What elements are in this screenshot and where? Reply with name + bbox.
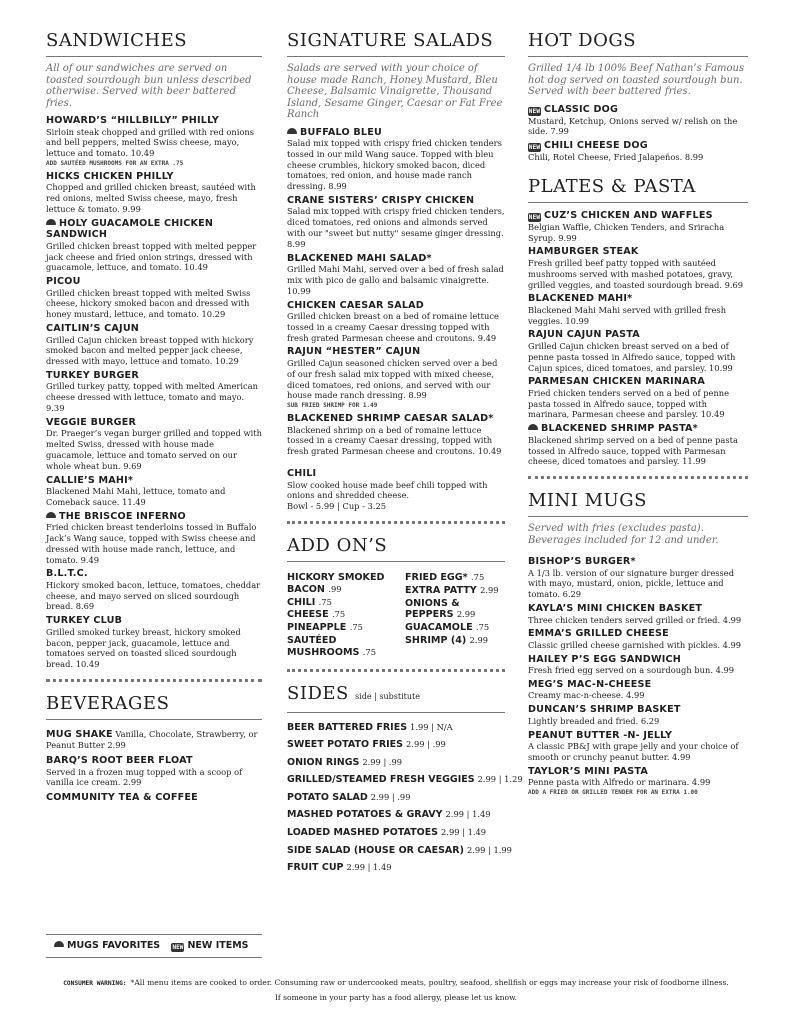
menu-item [287,195,505,250]
salads-heading: SIGNATURE SALADS [287,30,505,57]
salads-intro: Salads are served with your choice of house made Ranch, Honey Mustard, Bleu Cheese, Balsamic Vinaigrette, Thousand Island, Sesame Ginger, Caesar or Fat Free Ranch [287,63,503,120]
side-name: FRUIT CUP [287,862,344,874]
menu-item [46,792,262,804]
item-name-row [528,246,748,258]
item-description: Classic grilled cheese garnished with pickles. 4.99 [528,639,742,650]
item-name: DUNCAN’S SHRIMP BASKET [528,704,681,716]
legend-mugs-label: MUGS FAVORITES [67,940,161,951]
menu-item [46,475,262,508]
addon-price: .75 [318,596,332,607]
addon-name: CHILI [287,596,316,608]
item-name: CHILI CHEESE DOG [544,140,648,152]
mug-icon [54,941,64,947]
item-name: B.L.T.C. [46,568,88,580]
minimugs-heading: MINI MUGS [528,490,748,517]
side-item [287,824,505,842]
addon-item [405,598,505,622]
item-description: Grilled turkey patty, topped with melted American cheese dressed with lettuce, tomato and mayo. 9.39 [46,381,258,414]
menu-item [528,104,748,138]
item-name: BUFFALO BLEU [300,126,382,138]
menu-item [287,300,505,344]
addon-price: .99 [328,583,342,594]
menu-item [287,346,505,410]
item-name-row [46,323,262,335]
side-name: SIDE SALAD (HOUSE OR CAESAR) [287,844,464,856]
menu-item [46,115,262,168]
menu-item [46,276,262,320]
item-name-row [528,210,748,222]
item-description: Slow cooked house made beef chili topped with onions and shredded cheese. [287,479,488,501]
legend-new-label: NEW ITEMS [187,940,249,951]
new-badge-icon: NEW [172,944,184,951]
addon-name: ONIONS & PEPPERS [405,597,460,621]
item-name-row [287,253,505,265]
side-price: 2.99 | 1.49 [346,862,392,873]
item-name-row [528,603,748,615]
addon-item [287,635,399,659]
item-name-row [528,376,748,388]
item-description: A classic PB&J with grape jelly and your choice of smooth or crunchy peanut butter. 4.99 [528,741,739,762]
item-name-row [46,417,262,429]
addon-price: .75 [349,622,363,633]
consumer-warning [0,978,792,987]
item-description: Mustard, Ketchup, Onions served w/ relish on the side. 7.99 [528,115,738,137]
item-name-row [528,329,748,341]
sandwiches-intro: All of our sandwiches are served on toasted sourdough bun unless described otherwise. Served with beer battered fries. [46,63,252,109]
item-name: PICOU [46,276,81,288]
item-description: Grilled Mahi Mahi, served over a bed of fresh salad mix with pico de gallo and balsamic vinaigrette. 10.99 [287,264,504,296]
item-name-row [528,704,748,716]
item-name-row [528,654,748,666]
item-description: Grilled chicken breast topped with melted Swiss cheese, hickory smoked bacon and dressed with honey mustard, lettuce, and tomato. 10.29 [46,287,251,320]
menu-item [46,171,262,215]
column-right [528,30,748,800]
mug-icon [287,128,297,134]
plates-list [528,210,748,467]
sides-subtitle: side | substitute [355,691,420,701]
item-name: KAYLA’S MINI CHICKEN BASKET [528,603,703,615]
menu-item [528,766,748,797]
item-description: Dr. Praeger’s vegan burger grilled and topped with melted Swiss, dressed with house made guacamole, lettuce and tomato served on our whole wheat bun. 9.69 [46,428,262,471]
sides-heading: SIDES side | substitute [287,683,505,713]
side-price: 2.99 | .99 [370,791,411,802]
item-name: BLACKENED SHRIMP CAESAR SALAD* [287,413,494,425]
item-name-row [528,679,748,691]
item-name-row [528,730,748,742]
item-name: BLACKENED MAHI SALAD* [287,252,432,264]
item-name: BLACKENED SHRIMP PASTA* [541,423,698,435]
item-name-row [528,628,748,640]
side-price: 2.99 | .99 [362,756,403,767]
item-name-row [46,370,262,382]
addon-item [287,572,399,596]
item-description: Sirloin steak chopped and grilled with red onions and bell peppers, melted Swiss cheese, mayo, lettuce and tomato. 10.49 [46,126,254,159]
side-price: 2.99 | 1.29 [477,774,523,785]
addon-price: .75 [362,646,376,657]
side-name: LOADED MASHED POTATOES [287,827,439,839]
item-name: CHICKEN CAESAR SALAD [287,299,424,311]
mug-icon [46,219,56,225]
item-name: CHILI [287,468,317,480]
hotdogs-heading: HOT DOGS [528,30,748,57]
addon-name: SHRIMP (4) [405,634,467,646]
side-price: 2.99 | 1.49 [441,827,487,838]
item-description: Belgian Waffle, Chicken Tenders, and Sriracha Syrup. 9.99 [528,221,725,243]
item-note: ADD A FRIED OR GRILLED TENDER FOR AN EXTRA 1.00 [528,788,698,796]
menu-item [46,568,262,612]
side-item [287,806,505,824]
item-name-row [46,218,262,241]
side-item [287,771,523,789]
warning-text: *All menu items are cooked to order. Consuming raw or undercooked meats, poultry, seafood, shellfish or eggs may increase your risk of foodborne illness. [130,978,729,987]
mug-icon [46,512,56,518]
item-description: Chili, Rotel Cheese, Fried Jalapeños. 8.99 [528,152,704,163]
item-description: A 1/3 lb. version of our signature burger dressed with mayo, mustard, onion, pickle, lettuce and tomato. 6.29 [528,567,735,600]
item-name: HOLY GUACAMOLE CHICKEN SANDWICH [46,217,214,241]
item-name: VEGGIE BURGER [46,416,137,428]
column-middle [287,30,523,877]
menu-item [528,246,748,290]
item-name: PEANUT BUTTER -N- JELLY [528,729,673,741]
side-name: GRILLED/STEAMED FRESH VEGGIES [287,774,475,786]
side-item [287,842,512,860]
beverages-heading: BEVERAGES [46,693,262,720]
item-name-row [287,413,505,425]
menu-item [528,423,748,467]
addons-right-column [405,572,505,660]
item-name: CLASSIC DOG [544,103,619,115]
item-description: Grilled smoked turkey breast, hickory smoked bacon, pepper jack, guacamole, lettuce and tomatoes served on toasted sliced sourdough bread. 10.49 [46,626,241,670]
menu-item [46,511,262,566]
item-description: Served in a frozen mug topped with a scoop of vanilla ice cream. 2.99 [46,766,243,788]
item-name: HAMBURGER STEAK [528,246,639,258]
addon-name: GUACAMOLE [405,622,473,634]
column-left [46,30,262,808]
item-note: ADD SAUTÉED MUSHROOMS FOR AN EXTRA .75 [46,159,184,167]
addon-price: 2.99 [456,609,476,620]
side-item [287,789,505,807]
item-name-row [287,300,505,312]
addon-price: 2.99 [469,634,489,645]
item-name: TURKEY CLUB [46,615,123,627]
hotdog-list [528,104,748,163]
item-name-row [528,556,748,568]
item-name-row [46,615,262,627]
item-description: Chopped and grilled chicken breast, sautéed with red onions, melted Swiss cheese, mayo, fresh lettuce & tomato. 9.99 [46,182,256,214]
item-name: CRANE SISTERS’ CRISPY CHICKEN [287,194,475,206]
side-name: MASHED POTATOES & GRAVY [287,809,443,821]
item-name: RAJUN “HESTER” CAJUN [287,346,421,358]
side-item [287,719,505,737]
item-name: BARQ’S ROOT BEER FLOAT [46,755,193,767]
menu-item [46,755,262,788]
sandwiches-heading: SANDWICHES [46,30,262,57]
addon-item [405,572,505,584]
menu-item [46,729,262,751]
minimugs-list [528,556,748,797]
sandwich-list [46,115,262,670]
item-description: Blackened shrimp on a bed of romaine lettuce tossed in a creamy Caesar dressing, topped with fresh grated Parmesan cheese and croutons. 10.49 [287,424,502,457]
item-name: CAITLIN’S CAJUN [46,323,140,335]
item-description: Grilled Cajun chicken breast served on a bed of penne pasta tossed in Alfredo sauce, topped with Cajun spices, diced tomatoes, and parsley. 10.99 [528,340,736,373]
item-description: Grilled chicken breast topped with melted pepper jack cheese and fried onion strings, dressed with guacamole, lettuce, and tomato. 10.49 [46,240,257,273]
item-name: HOWARD’S “HILLBILLY” PHILLY [46,115,220,126]
addon-name: CHEESE [287,609,329,621]
item-name-row [46,511,262,523]
item-name-row [528,140,748,152]
item-name-row [287,127,505,139]
item-name: RAJUN CAJUN PASTA [528,329,640,341]
side-price: 1.99 | N/A [410,721,453,732]
addon-name: HICKORY SMOKED BACON [287,571,385,595]
item-name: TAYLOR’S MINI PASTA [528,765,649,777]
sides-list [287,719,523,877]
menu-item [528,293,748,326]
item-name: HICKS CHICKEN PHILLY [46,170,174,182]
addon-name: FRIED EGG* [405,571,468,583]
item-name-row [528,423,748,435]
addon-name: EXTRA PATTY [405,584,477,596]
item-description: Fried chicken tenders served on a bed of penne pasta tossed in Alfredo sauce, topped with marinara, Parmesan cheese and parsley. 10.49 [528,387,730,420]
item-note: SUB FRIED SHRIMP FOR 1.49 [287,402,378,410]
side-price: 2.99 | 1.49 [445,809,491,820]
chili-item [287,468,505,512]
item-description: Penne pasta with Alfredo or marinara. 4.99 [528,777,711,788]
menu-item [528,210,748,244]
side-item [287,736,505,754]
item-description: Vanilla, Chocolate, Strawberry, or Peanut Butter 2.99 [46,728,258,751]
item-description: Fresh fried egg served on a sourdough bun. 4.99 [528,665,735,676]
menu-item [46,218,262,273]
item-name: PARMESAN CHICKEN MARINARA [528,376,705,388]
menu-item [528,376,748,420]
item-description: Blackened shrimp served on a bed of penne pasta tossed in Alfredo sauce, topped with Parmesan cheese, diced tomatoes and parsley. 11.99 [528,434,738,467]
item-name-row [46,568,262,580]
item-description: Creamy mac-n-cheese. 4.99 [528,690,645,701]
addon-price: .75 [475,622,490,633]
item-name: HAILEY P’S EGG SANDWICH [528,653,681,665]
item-name: TURKEY BURGER [46,369,139,381]
item-name-row [528,293,748,305]
menu-item [528,654,748,676]
addon-item [287,622,399,634]
item-description: Salad mix topped with crispy fried chicken tenders, diced tomatoes, red onions and almonds served with our "sweet but nutty" sesame ginger dressing. 8.99 [287,206,505,249]
item-name-row [287,195,505,207]
item-name: MUG SHAKE [46,728,113,740]
side-item [287,754,505,772]
item-name: EMMA’S GRILLED CHEESE [528,628,669,640]
addon-item [405,622,505,634]
menu-item [528,679,748,701]
item-line [46,729,262,751]
item-name-row [528,104,748,116]
addon-name: SAUTÉED MUSHROOMS [287,634,360,658]
menu-item [528,603,748,625]
item-price: Bowl - 5.99 | Cup - 3.25 [287,501,387,512]
item-name: COMMUNITY TEA & COFFEE [46,792,198,804]
item-name-row [287,346,505,358]
item-description: Blackened Mahi Mahi, lettuce, tomato and Comeback sauce. 11.49 [46,486,226,507]
item-description: Grilled chicken breast on a bed of romaine lettuce tossed in a creamy Caesar dressing topped with fresh grated Parmesan cheese and croutons. 9.49 [287,311,499,343]
item-description: Fresh grilled beef patty topped with sautéed mushrooms served with mashed potatoes, gravy, grilled veggies, and toasted sourdough bread. 9.69 [528,257,744,290]
item-name: BLACKENED MAHI* [528,293,633,305]
warning-label: CONSUMER WARNING: [63,980,127,987]
item-name: CALLIE’S MAHI* [46,474,134,486]
side-price: 2.99 | .99 [406,739,446,750]
menu-item [46,615,262,670]
addons-heading: ADD ON’S [287,535,505,562]
hotdogs-intro: Grilled 1/4 lb 100% Beef Nathan’s Famous hot dog served on toasted sourdough bun. Served with beer battered fries. [528,63,745,97]
item-description: Lightly breaded and fried. 6.29 [528,715,660,726]
divider [528,476,748,480]
menu-item [528,556,748,600]
addon-item [287,609,399,621]
item-name: BISHOP’S BURGER* [528,556,636,568]
item-description: Grilled Cajun seasoned chicken served over a bed of our fresh salad mix topped with mixed cheese, diced tomatoes, red onions, and served with our house made ranch dressing. 8.99 [287,357,498,401]
menu-item [528,704,748,726]
item-name-row [46,276,262,288]
salad-list [287,127,505,458]
addon-name: PINEAPPLE [287,622,347,634]
item-description: Salad mix topped with crispy fried chicken tenders tossed in our mild Wang sauce. Topped with bleu cheese crumbles, hickory smoked bacon, diced tomatoes, red onion, and house made ranch dressing. 8.99 [287,138,502,192]
mug-icon [528,424,538,430]
item-name-row [46,115,262,127]
item-name: MEG’S MAC-N-CHEESE [528,678,652,690]
item-description: Fried chicken breast tenderloins tossed in Buffalo Jack’s Wang sauce, topped with Swiss cheese and dressed with house made ranch, lettuce, and tomato. 9.49 [46,522,257,565]
menu-item [528,628,748,650]
menu-item [46,417,262,472]
addon-item [405,635,505,647]
item-description: Grilled Cajun chicken breast topped with hickory smoked bacon and melted pepper jack cheese, dressed with mayo, lettuce and tomato. 10.29 [46,334,254,367]
addons-grid [287,572,505,660]
addons-left-column [287,572,399,660]
menu-item [46,323,262,367]
item-description: Three chicken tenders served grilled or fried. 4.99 [528,614,742,625]
divider [287,521,505,525]
divider [287,669,505,673]
side-item [287,859,505,877]
menu-item [528,730,748,763]
addon-price: .75 [331,609,346,620]
allergy-notice: If someone in your party has a food allergy, please let us know. [274,993,518,1002]
side-name: BEER BATTERED FRIES [287,721,408,733]
minimugs-intro: Served with fries (excludes pasta). Beverages included for 12 and under. [528,523,719,546]
side-price: 2.99 | 1.99 [466,844,512,855]
menu-item [287,413,505,457]
item-name: THE BRISCOE INFERNO [59,510,186,522]
side-name: ONION RINGS [287,756,360,768]
item-name-row [46,475,262,487]
new-badge-icon: NEW [528,213,541,221]
icon-legend [46,934,262,958]
addon-item [287,597,399,609]
menu-item [287,127,505,192]
side-name: SWEET POTATO FRIES [287,739,404,751]
menu-item [46,370,262,414]
divider [46,679,262,683]
addon-item [405,585,505,597]
item-name-row [528,766,748,778]
menu-item [287,253,505,297]
plates-heading: PLATES & PASTA [528,176,748,203]
item-description: Blackened Mahi Mahi served with grilled fresh veggies. 10.99 [528,304,727,326]
new-badge-icon: NEW [528,107,541,115]
beverage-list [46,729,262,804]
new-badge-icon: NEW [528,144,541,152]
menu-item [528,140,748,163]
addon-price: .75 [471,571,485,582]
menu-item [528,329,748,373]
item-name: CUZ’S CHICKEN AND WAFFLES [544,209,713,221]
item-description: Hickory smoked bacon, lettuce, tomatoes, cheddar cheese, and mayo served on sliced sourdough bread. 8.69 [46,579,261,612]
side-name: POTATO SALAD [287,791,368,803]
item-name-row [46,171,262,183]
addon-price: 2.99 [480,584,499,595]
